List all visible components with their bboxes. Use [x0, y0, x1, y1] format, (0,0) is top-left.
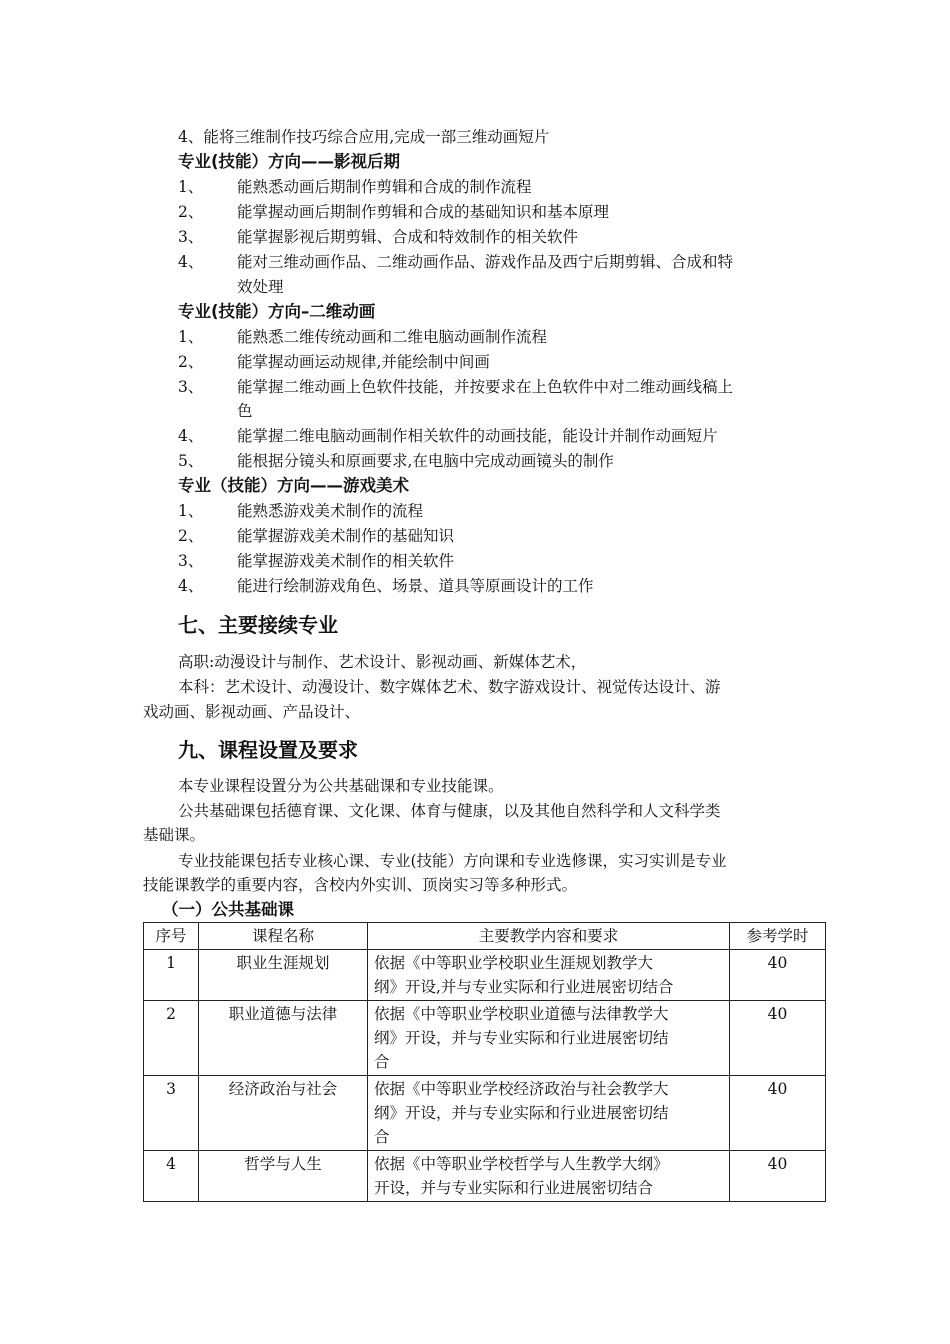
course-name: 经济政治与社会 [199, 1076, 368, 1151]
list-item-number: 3、 [178, 552, 204, 570]
course-name: 哲学与人生 [199, 1151, 368, 1202]
table-row [144, 1076, 826, 1151]
list-item-number: 1、 [178, 502, 204, 520]
paragraph-line: 专业技能课包括专业核心课、专业(技能）方向课和专业选修课，实习实训是专业 [178, 852, 727, 870]
content-line: 开设，并与专业实际和行业进展密切结合 [374, 1179, 654, 1197]
list-item-continuation: 色 [237, 402, 253, 420]
section-title-continuing-majors: 七、主要接续专业 [178, 613, 338, 637]
list-item-number: 3、 [178, 378, 204, 396]
table-row [144, 1001, 826, 1076]
list-item-text: 能熟悉动画后期制作剪辑和合成的制作流程 [237, 178, 532, 196]
row-number: 3 [144, 1076, 199, 1151]
paragraph-line: 本科：艺术设计、动漫设计、数字媒体艺术、数字游戏设计、视觉传达设计、游 [178, 678, 721, 696]
table-row [144, 950, 826, 1001]
list-item-number: 2、 [178, 203, 204, 221]
course-content [368, 1151, 730, 1202]
list-item-text: 能对三维动画作品、二维动画作品、游戏作品及西宁后期剪辑、合成和特 [237, 253, 734, 271]
column-header: 序号 [144, 923, 199, 950]
course-name: 职业生涯规划 [199, 950, 368, 1001]
list-item-number: 1、 [178, 178, 204, 196]
row-number: 1 [144, 950, 199, 1001]
section-heading-post-production: 专业(技能）方向——影视后期 [178, 152, 401, 171]
list-item-text: 能掌握二维电脑动画制作相关软件的动画技能，能设计并制作动画短片 [237, 427, 718, 445]
list-item-number: 4、 [178, 253, 204, 271]
list-item-continuation: 效处理 [237, 278, 284, 296]
course-name: 职业道德与法律 [199, 1001, 368, 1076]
table-row [144, 1151, 826, 1202]
paragraph-line: 公共基础课包括德育课、文化课、体育与健康，以及其他自然科学和人文科学类 [178, 802, 721, 820]
content-line: 合 [374, 1128, 390, 1146]
content-line: 纲》开设,并与专业实际和行业进展密切结合 [374, 978, 674, 996]
content-line: 纲》开设，并与专业实际和行业进展密切结 [374, 1104, 669, 1122]
list-item-text: 能掌握游戏美术制作的基础知识 [237, 527, 455, 545]
list-item-number: 3、 [178, 228, 204, 246]
row-number: 4 [144, 1151, 199, 1202]
content-line: 纲》开设，并与专业实际和行业进展密切结 [374, 1029, 669, 1047]
list-item-number: 1、 [178, 328, 204, 346]
list-item-text: 能掌握动画后期制作剪辑和合成的基础知识和基本原理 [237, 203, 610, 221]
list-item-text: 能掌握影视后期剪辑、合成和特效制作的相关软件 [237, 228, 579, 246]
paragraph-line: 戏动画、影视动画、产品设计、 [143, 703, 361, 721]
content-line: 依据《中等职业学校职业生涯规划教学大 [374, 954, 654, 972]
column-header: 课程名称 [199, 923, 368, 950]
course-hours: 40 [730, 950, 826, 1001]
content-line: 依据《中等职业学校哲学与人生教学大纲》 [374, 1155, 669, 1173]
course-content [368, 1076, 730, 1151]
list-item-text: 能掌握游戏美术制作的相关软件 [237, 552, 455, 570]
course-hours: 40 [730, 1001, 826, 1076]
course-content [368, 950, 730, 1001]
list-item-number: 2、 [178, 353, 204, 371]
course-content [368, 1001, 730, 1076]
list-item-text: 能熟悉二维传统动画和二维电脑动画制作流程 [237, 328, 548, 346]
section-heading-2d-animation: 专业(技能）方向–二维动画 [178, 302, 376, 321]
list-item-text: 能根据分镜头和原画要求,在电脑中完成动画镜头的制作 [237, 452, 614, 470]
course-hours: 40 [730, 1076, 826, 1151]
table-header-row [144, 923, 826, 950]
list-item-number: 5、 [178, 452, 204, 470]
list-item-text: 能熟悉游戏美术制作的流程 [237, 502, 424, 520]
list-item-text: 能掌握动画运动规律,并能绘制中间画 [237, 353, 490, 371]
column-header: 参考学时 [730, 923, 826, 950]
row-number: 2 [144, 1001, 199, 1076]
list-item-number: 2、 [178, 527, 204, 545]
list-item-text: 能掌握二维动画上色软件技能，并按要求在上色软件中对二维动画线稿上 [237, 378, 734, 396]
list-item-text: 能进行绘制游戏角色、场景、道具等原画设计的工作 [237, 577, 594, 595]
section-heading-game-art: 专业（技能）方向——游戏美术 [178, 476, 409, 495]
list-item-number: 4、 [178, 577, 204, 595]
subsection-heading-public-courses: （一）公共基础课 [162, 900, 294, 919]
course-table [143, 922, 826, 1202]
paragraph-line: 本专业课程设置分为公共基础课和专业技能课。 [178, 777, 504, 795]
content-line: 依据《中等职业学校经济政治与社会教学大 [374, 1080, 669, 1098]
content-line: 合 [374, 1053, 390, 1071]
section-title-curriculum: 九、课程设置及要求 [178, 738, 358, 762]
paragraph-line: 技能课教学的重要内容，含校内外实训、顶岗实习等多种形式。 [143, 876, 578, 894]
list-item-number: 4、 [178, 427, 204, 445]
course-hours: 40 [730, 1151, 826, 1202]
column-header: 主要教学内容和要求 [368, 923, 730, 950]
content-line: 依据《中等职业学校职业道德与法律教学大 [374, 1005, 669, 1023]
list-item-text: 4、能将三维制作技巧综合应用,完成一部三维动画短片 [178, 128, 550, 146]
paragraph-line: 高职:动漫设计与制作、艺术设计、影视动画、新媒体艺术， [178, 653, 587, 671]
paragraph-line: 基础课。 [143, 826, 206, 844]
